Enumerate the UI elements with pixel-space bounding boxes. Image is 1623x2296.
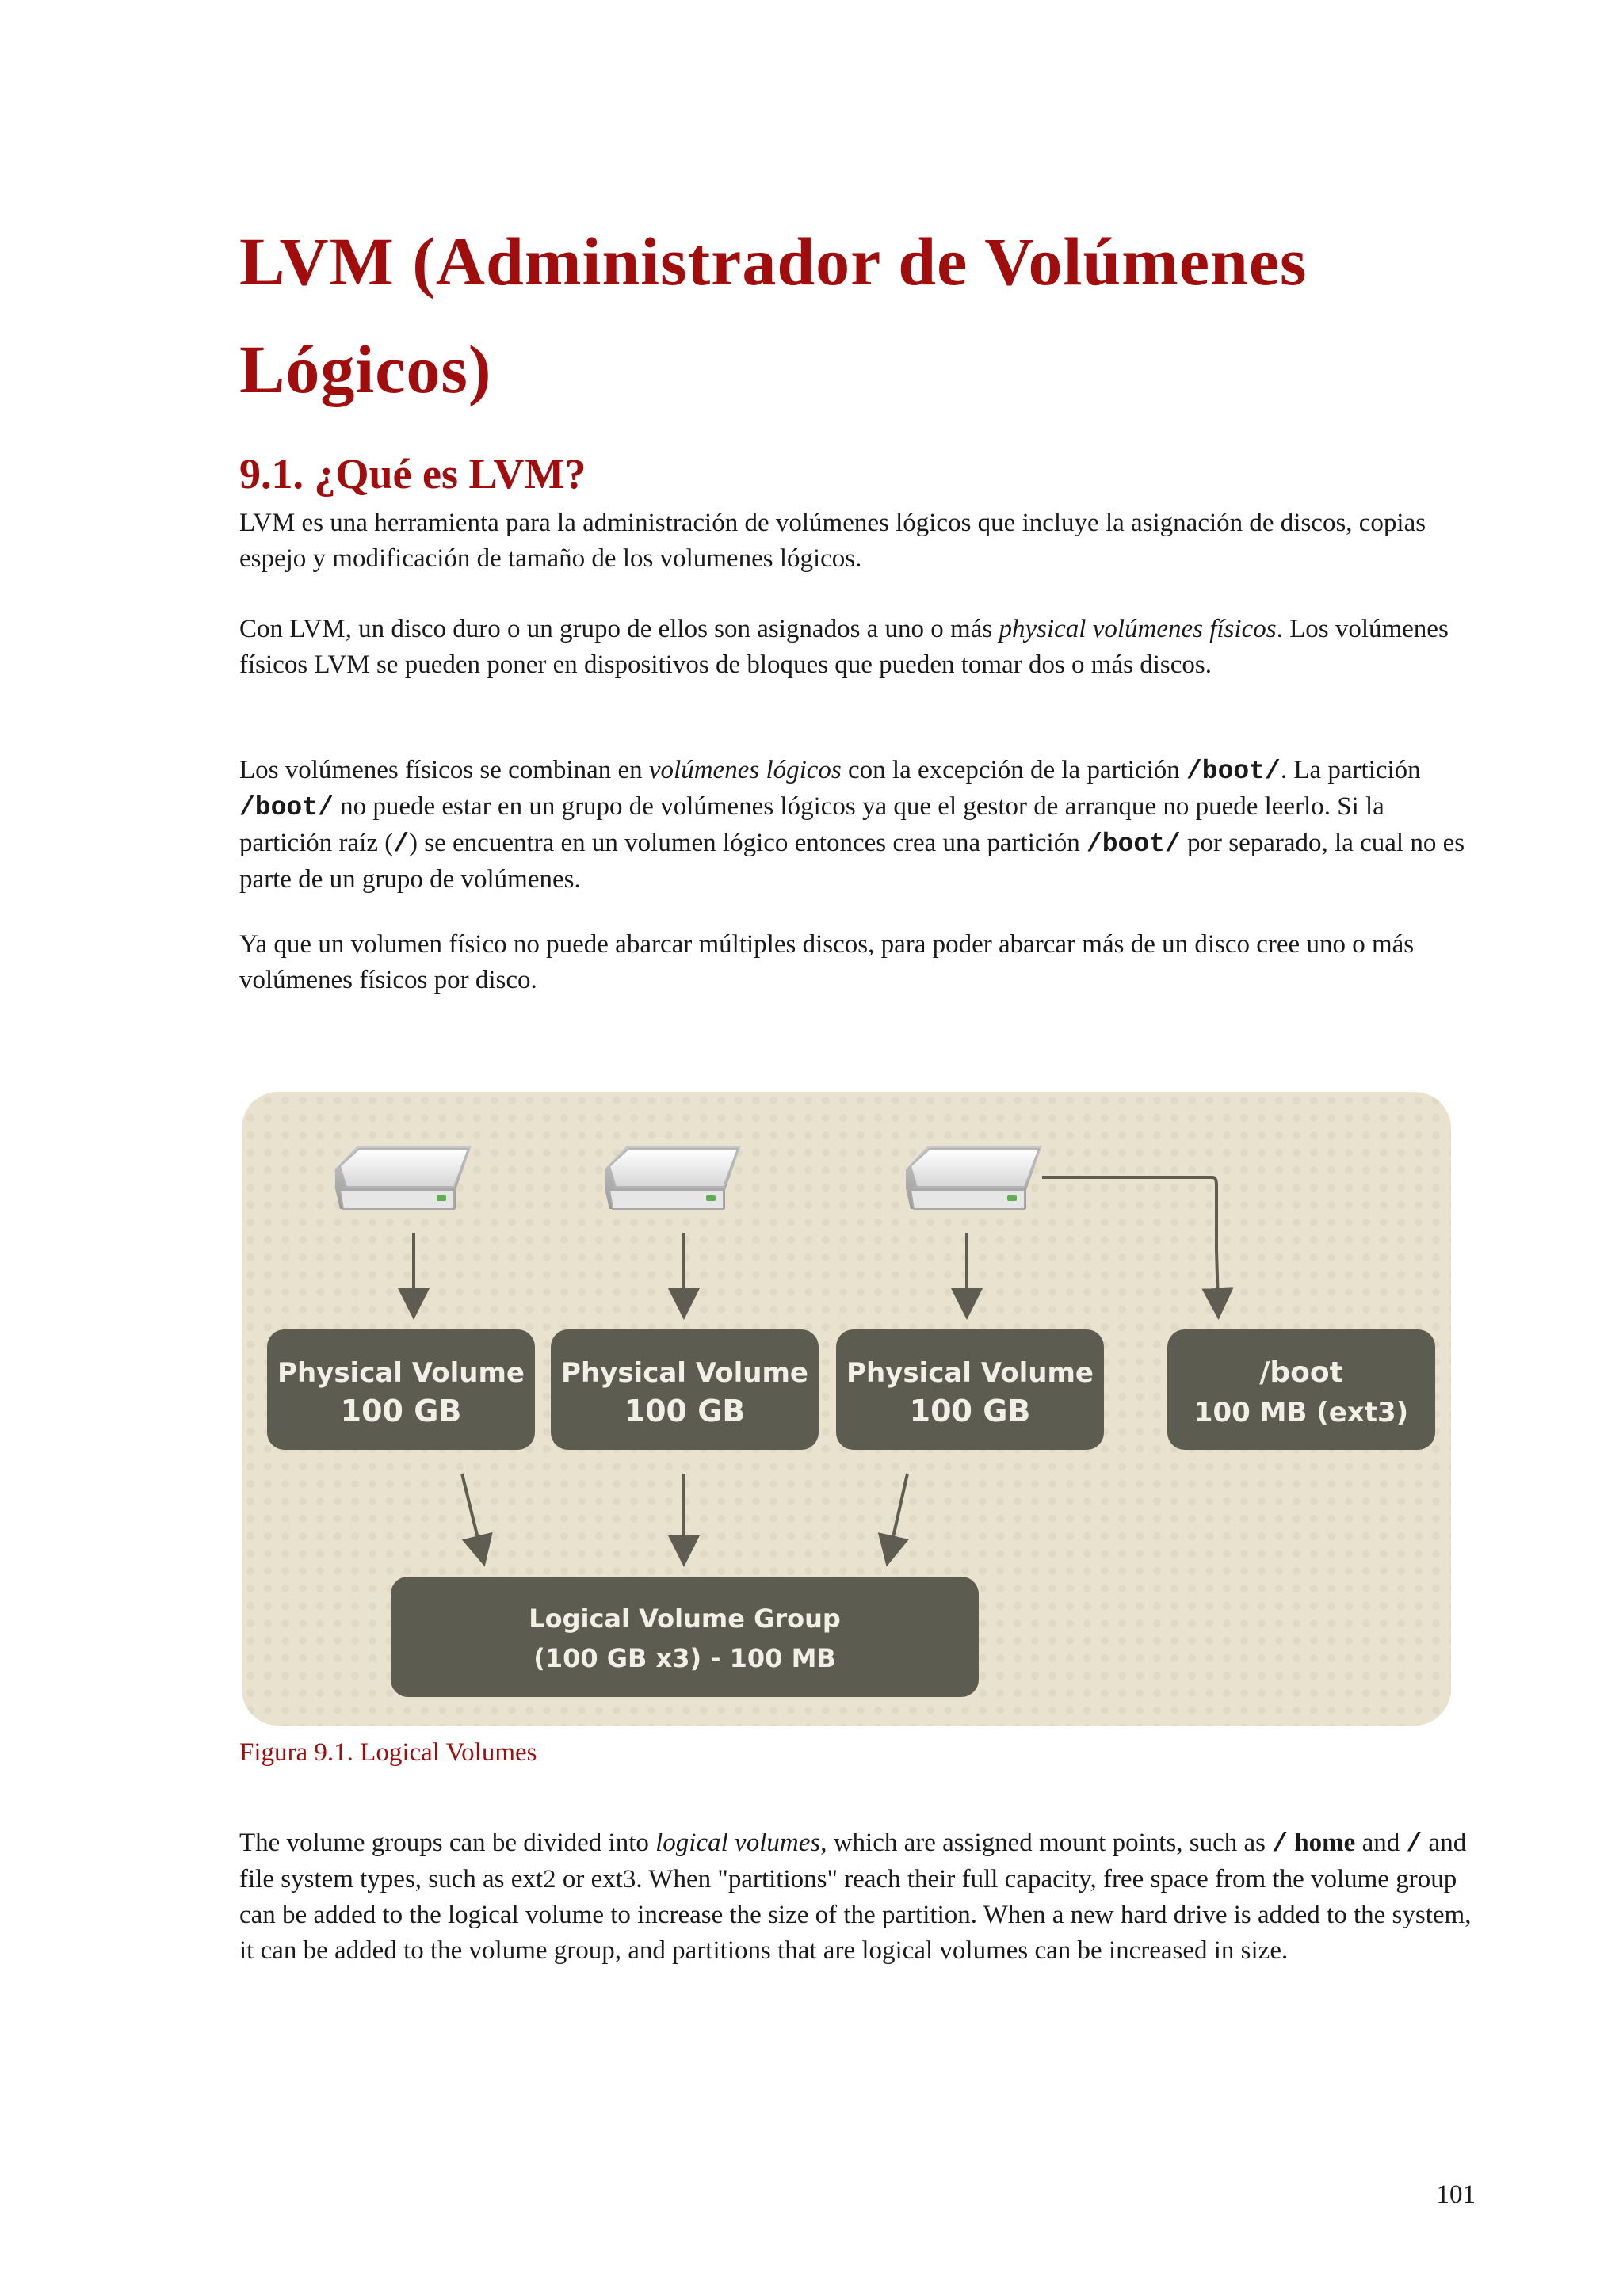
pv1-title: Physical Volume: [277, 1357, 525, 1389]
pv2-title: Physical Volume: [561, 1357, 808, 1389]
physical-volume-box-1: [267, 1329, 535, 1450]
logical-volume-group-box: [391, 1577, 979, 1697]
hard-drive-icon: [335, 1146, 472, 1209]
physical-volume-box-2: [551, 1329, 819, 1450]
pv3-title: Physical Volume: [846, 1357, 1094, 1389]
paragraph-5: The volume groups can be divided into logical volumes, which are assigned mount points, such as / home and / and file system types, such as ext2 or ext3. When "partitions" reach their full capacity, free space from the volume group can be added to the logical volume to increase the size of the partition. When a new hard drive is added to the system, it can be added to the volume group, and partitions that are logical volumes can be increased in size.: [239, 1829, 1472, 1965]
lvg-size: (100 GB x3) - 100 MB: [533, 1643, 836, 1673]
pv2-size: 100 GB: [624, 1394, 746, 1428]
boot-title: /boot: [1259, 1356, 1343, 1389]
paragraph-4: Ya que un volumen físico no puede abarcar múltiples discos, para poder abarcar más de un disco cree uno o más volúmenes físicos por disco.: [239, 930, 1415, 994]
hard-drive-icon: [605, 1146, 741, 1209]
pv3-size: 100 GB: [909, 1394, 1031, 1428]
lvm-diagram: [242, 1092, 1451, 1726]
boot-partition-box: [1167, 1329, 1435, 1450]
boot-size: 100 MB (ext3): [1193, 1397, 1409, 1428]
figure-caption: Figura 9.1. Logical Volumes: [239, 1738, 537, 1767]
physical-volume-box-3: [836, 1329, 1104, 1450]
section-heading: 9.1. ¿Qué es LVM?: [239, 450, 586, 498]
paragraph-2: Con LVM, un disco duro o un grupo de ellos son asignados a uno o más physical volúmenes físicos. Los volúmenes físicos LVM se pueden poner en dispositivos de bloques que pueden tomar dos o más discos.: [239, 615, 1449, 679]
lvg-title: Logical Volume Group: [529, 1604, 841, 1634]
page-title: LVM (Administrador de Volúmenes Lógicos): [239, 223, 1308, 407]
hard-drive-icon: [906, 1146, 1042, 1209]
paragraph-1: LVM es una herramienta para la administración de volúmenes lógicos que incluye la asignación de discos, copias espejo y modificación de tamaño de los volumenes lógicos.: [239, 509, 1426, 573]
page-number: 101: [1436, 2180, 1476, 2209]
paragraph-3: Los volúmenes físicos se combinan en volúmenes lógicos con la excepción de la partición /boot/. La partición /boot/ no puede estar en un grupo de volúmenes lógicos ya que el gestor de arranque no puede leerlo. Si la partición raíz (/) se encuentra en un volumen lógico entonces crea una partición /boot/ por separado, la cual no es parte de un grupo de volúmenes.: [239, 756, 1465, 894]
pv1-size: 100 GB: [340, 1394, 462, 1428]
